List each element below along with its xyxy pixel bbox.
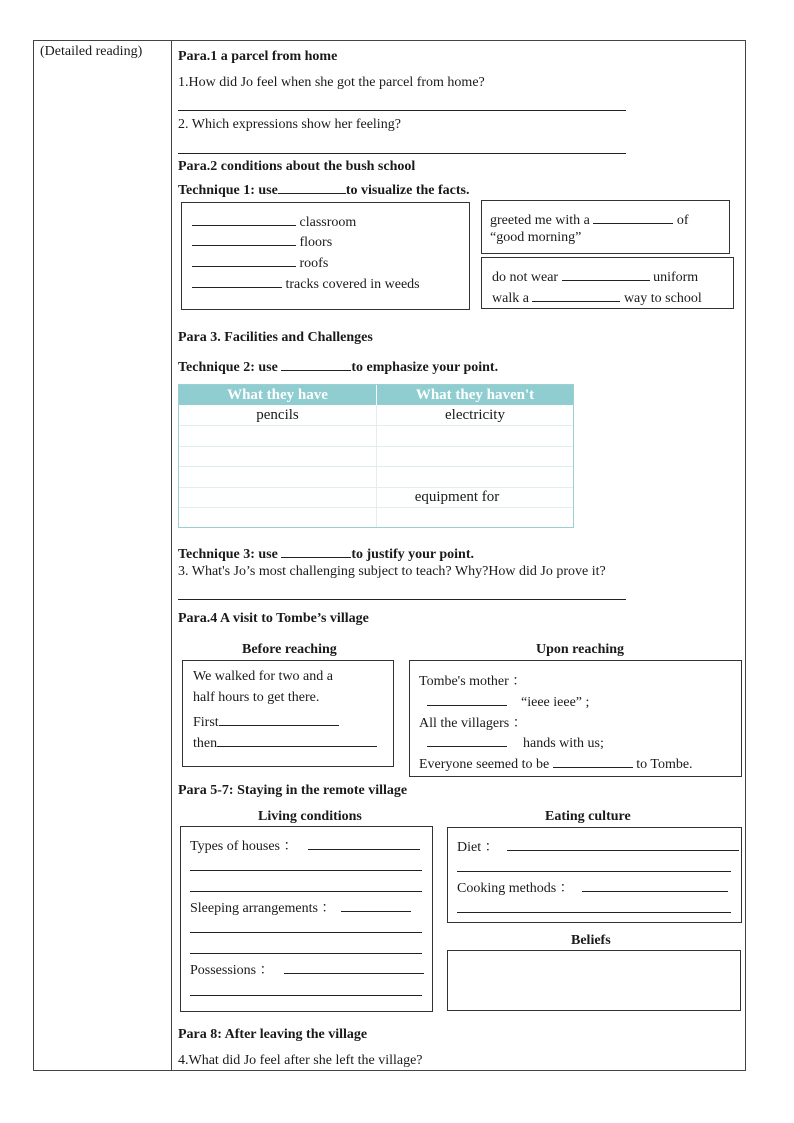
para1-title: Para.1 a parcel from home [178, 49, 338, 64]
answer-line-3[interactable] [178, 599, 626, 600]
villagers-label: All the villagers ： [419, 716, 527, 731]
para4-title: Para.4 A visit to Tombe’s village [178, 611, 369, 626]
before-text-2: half hours to get there. [193, 690, 320, 705]
villagers-action: hands with us; [523, 736, 604, 751]
blank[interactable] [593, 209, 673, 224]
possessions-label: Possessions ： [190, 963, 274, 978]
answer-line[interactable] [190, 932, 422, 933]
answer-line[interactable] [457, 912, 731, 913]
answer-line[interactable] [190, 870, 422, 871]
houses-label: Types of houses ： [190, 839, 298, 854]
blank[interactable] [192, 252, 296, 267]
answer-line-2[interactable] [178, 153, 626, 154]
answer-line[interactable] [190, 995, 422, 996]
everyone-prefix: Everyone seemed to be [419, 757, 553, 772]
blank[interactable] [427, 732, 507, 747]
then-row [193, 732, 377, 752]
blank[interactable] [219, 711, 339, 726]
answer-line-1[interactable] [178, 110, 626, 111]
technique-1-blank[interactable] [278, 179, 346, 194]
blank[interactable] [532, 287, 620, 302]
table-row-divider [179, 507, 573, 508]
blank[interactable] [427, 691, 507, 706]
before-reaching-heading: Before reaching [242, 642, 337, 657]
blank-label: tracks covered in weeds [282, 277, 420, 292]
table-row-divider [179, 446, 573, 447]
blank[interactable] [341, 897, 411, 912]
question-3: 3. What's Jo’s most challenging subject to teach? Why?How did Jo prove it? [178, 564, 606, 579]
blank-label: roofs [296, 256, 329, 271]
everyone-suffix: to Tombe. [632, 757, 693, 772]
living-conditions-heading: Living conditions [258, 809, 362, 824]
para3-title: Para 3. Facilities and Challenges [178, 330, 373, 345]
answer-line[interactable] [190, 891, 422, 892]
para57-title: Para 5-7: Staying in the remote village [178, 783, 408, 798]
blank[interactable] [507, 836, 739, 851]
walk-line [492, 287, 702, 307]
roofs-blank-row [192, 252, 328, 272]
sleeping-label: Sleeping arrangements ： [190, 901, 336, 916]
blank[interactable] [217, 732, 377, 747]
mother-says: “ieee ieee” ; [521, 695, 590, 710]
table-cell: equipment for [414, 489, 500, 505]
section-label: (Detailed reading) [40, 44, 143, 59]
answer-line[interactable] [457, 871, 731, 872]
technique-3-blank[interactable] [281, 543, 351, 558]
first-row [193, 711, 339, 731]
first-label: First [193, 715, 219, 730]
blank-label: floors [296, 235, 333, 250]
table-row-divider [179, 466, 573, 467]
technique-3-suffix: to justify your point. [351, 547, 474, 562]
blank[interactable] [308, 835, 420, 850]
mother-says-row [427, 691, 589, 711]
before-text-1: We walked for two and a [193, 669, 333, 684]
technique-1-prefix: Technique 1: use [178, 183, 278, 198]
technique-3-prefix: Technique 3: use [178, 547, 282, 562]
uniform-line [492, 266, 698, 286]
greeting-line-2: “good morning” [490, 230, 582, 245]
greeting-prefix: greeted me with a [490, 213, 594, 228]
possessions-row [190, 959, 424, 979]
sleeping-row [190, 897, 411, 917]
greeting-suffix: of [673, 213, 689, 228]
table-row-divider [179, 487, 573, 488]
table-row-divider [179, 425, 573, 426]
technique-2-blank[interactable] [281, 356, 351, 371]
tracks-blank-row [192, 273, 420, 293]
para8-title: Para 8: After leaving the village [178, 1027, 368, 1042]
technique-2-prefix: Technique 2: use [178, 360, 282, 375]
floors-blank-row [192, 231, 332, 251]
technique-1-suffix: to visualize the facts. [345, 183, 470, 198]
table-cell: pencils [256, 407, 299, 423]
then-label: then [193, 736, 218, 751]
everyone-row [419, 753, 693, 773]
upon-reaching-heading: Upon reaching [536, 642, 625, 657]
houses-row [190, 835, 420, 855]
mother-label: Tombe's mother ： [419, 674, 527, 689]
question-1: 1.How did Jo feel when she got the parcel from home? [178, 75, 485, 90]
blank-label: classroom [296, 215, 357, 230]
walk-prefix: walk a [492, 291, 533, 306]
villagers-row [427, 732, 604, 752]
walk-suffix: way to school [620, 291, 702, 306]
question-4: 4.What did Jo feel after she left the village? [178, 1053, 423, 1068]
diet-label: Diet ： [457, 840, 499, 855]
blank[interactable] [582, 877, 728, 892]
table-cell: electricity [445, 407, 505, 423]
blank[interactable] [562, 266, 650, 281]
question-2: 2. Which expressions show her feeling? [178, 117, 401, 132]
cooking-label: Cooking methods ： [457, 881, 574, 896]
uniform-prefix: do not wear [492, 270, 562, 285]
technique-1 [178, 179, 470, 199]
classroom-blank-row [192, 211, 356, 231]
header-what-they-have: What they have [179, 385, 376, 405]
answer-line[interactable] [190, 953, 422, 954]
cooking-row [457, 877, 728, 897]
diet-row [457, 836, 739, 856]
blank[interactable] [284, 959, 424, 974]
para2-title: Para.2 conditions about the bush school [178, 159, 416, 174]
technique-2-suffix: to emphasize your point. [351, 360, 499, 375]
eating-culture-heading: Eating culture [545, 809, 631, 824]
technique-3 [178, 543, 474, 563]
header-what-they-havent: What they haven't [377, 385, 573, 405]
greeting-line-1 [490, 209, 689, 229]
blank[interactable] [192, 211, 296, 226]
blank[interactable] [192, 273, 282, 288]
blank[interactable] [192, 231, 296, 246]
technique-2 [178, 356, 498, 376]
column-divider [171, 40, 172, 1071]
beliefs-heading: Beliefs [571, 933, 611, 948]
uniform-suffix: uniform [649, 270, 699, 285]
beliefs-box[interactable] [447, 950, 741, 1011]
blank[interactable] [553, 753, 633, 768]
